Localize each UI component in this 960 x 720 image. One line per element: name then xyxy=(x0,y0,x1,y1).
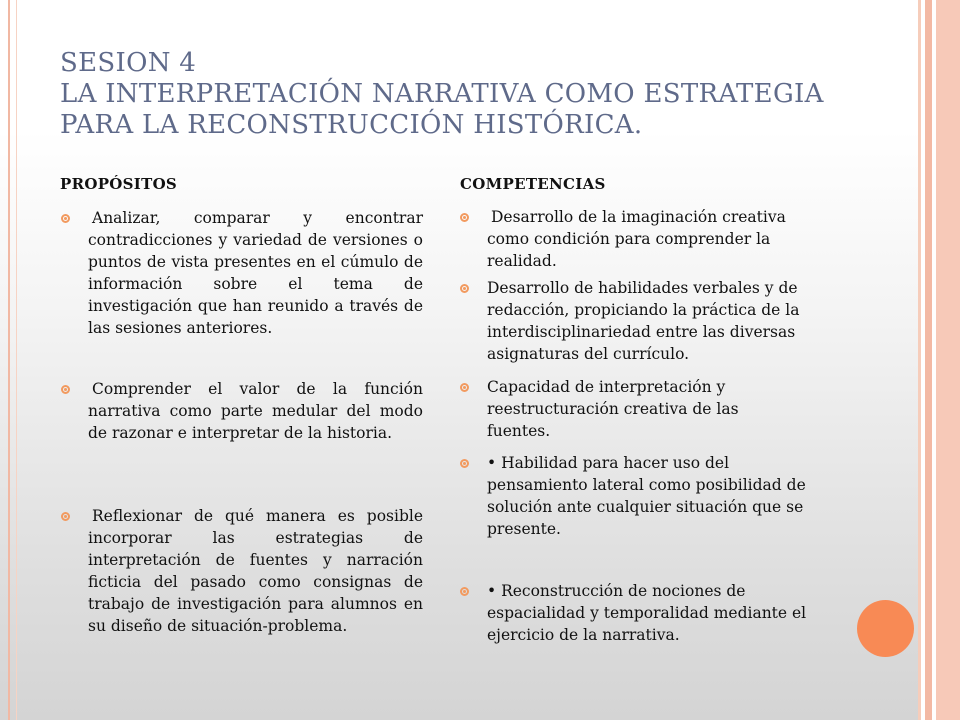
purpose-text: Analizar, comparar y encontrar contradicciones y variedad de versiones o puntos de vista presentes en el cúmulo de información sobre el tema de investigación que han reunido a través de las sesiones anteriores. xyxy=(88,209,423,337)
competency-item-5 xyxy=(487,580,827,646)
title-line-2: LA INTERPRETACIÓN NARRATIVA COMO ESTRATEGIA xyxy=(60,79,824,109)
bullet-icon xyxy=(460,383,469,392)
purpose-item-1 xyxy=(88,207,423,339)
purposes-heading: PROPÓSITOS xyxy=(60,175,178,193)
bullet-icon xyxy=(61,214,70,223)
competencies-heading: COMPETENCIAS xyxy=(460,175,606,193)
bullet-icon xyxy=(61,512,70,521)
inner-border-line xyxy=(16,0,17,720)
competency-item-2 xyxy=(487,277,817,365)
purpose-item-2 xyxy=(88,378,423,444)
bullet-icon xyxy=(460,459,469,468)
competency-item-1 xyxy=(487,206,822,272)
left-border-line xyxy=(8,0,10,720)
decorative-circle xyxy=(857,600,914,657)
competency-text: Capacidad de interpretación y reestructuración creativa de las fuentes. xyxy=(487,378,739,440)
competency-item-4 xyxy=(487,452,822,540)
competency-text: • Reconstrucción de nociones de espacialidad y temporalidad mediante el ejercicio de la narrativa. xyxy=(487,582,807,644)
right-decorative-band xyxy=(918,0,960,720)
title-line-1: SESION 4 xyxy=(60,48,197,78)
slide-title xyxy=(60,48,880,141)
competency-text: • Habilidad para hacer uso del pensamiento lateral como posibilidad de solución ante cualquier situación que se presente. xyxy=(487,454,806,538)
competency-text: Desarrollo de la imaginación creativa como condición para comprender la realidad. xyxy=(487,208,786,270)
competency-item-3 xyxy=(487,376,787,442)
bullet-icon xyxy=(460,213,469,222)
purpose-text: Reflexionar de qué manera es posible incorporar las estrategias de interpretación de fuentes y narración ficticia del pasado como consignas de trabajo de investigación para alumnos en su diseño de situación-problema. xyxy=(88,507,423,635)
purpose-item-3 xyxy=(88,505,423,637)
purpose-text: Comprender el valor de la función narrativa como parte medular del modo de razonar e interpretar de la historia. xyxy=(88,380,423,442)
title-line-3: PARA LA RECONSTRUCCIÓN HISTÓRICA. xyxy=(60,110,643,140)
bullet-icon xyxy=(460,587,469,596)
bullet-icon xyxy=(460,284,469,293)
bullet-icon xyxy=(61,385,70,394)
competency-text: Desarrollo de habilidades verbales y de redacción, propiciando la práctica de la interdisciplinariedad entre las diversas asignaturas del currículo. xyxy=(487,279,800,363)
